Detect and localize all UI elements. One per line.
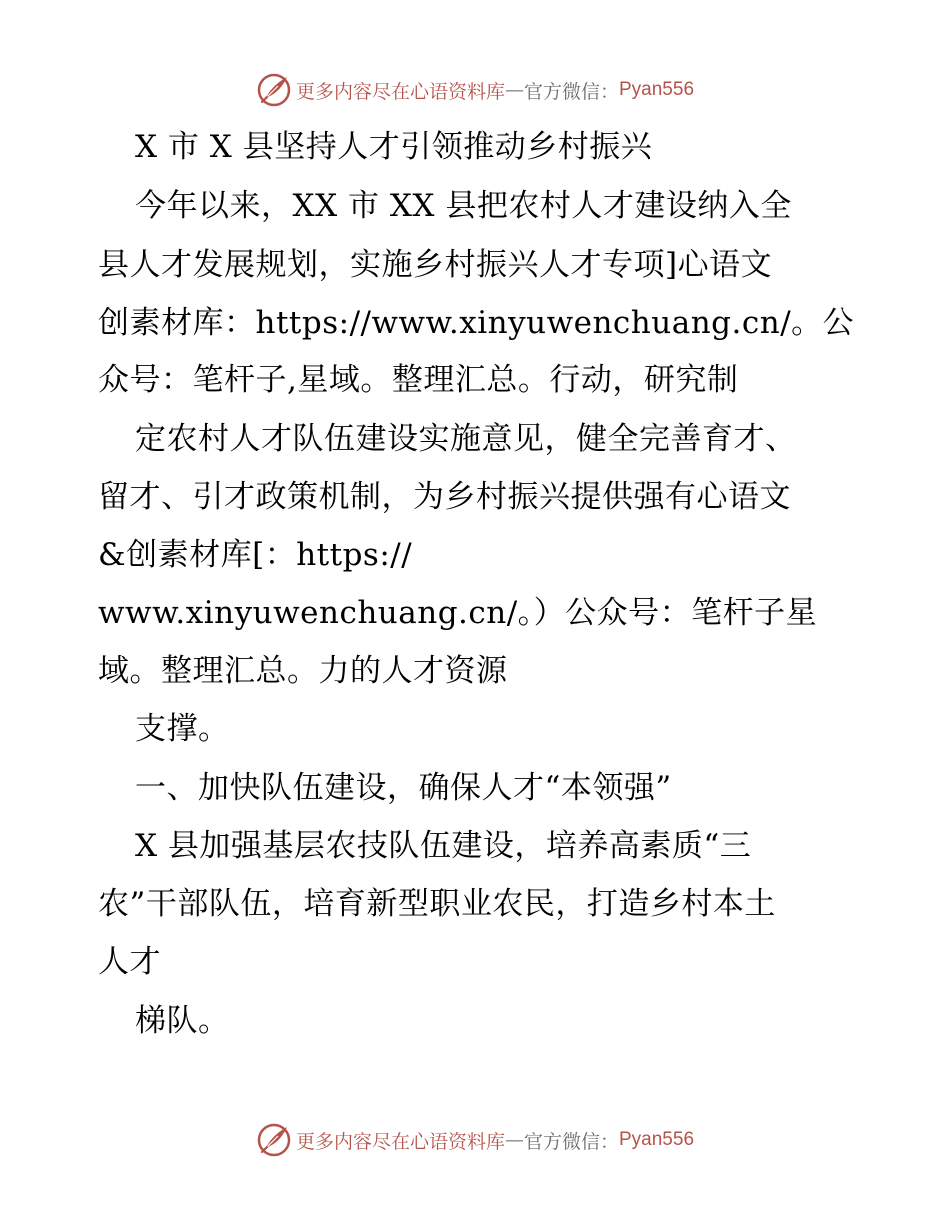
banner-wechat-id: Pyan556 bbox=[619, 79, 695, 100]
feather-pen-logo-icon bbox=[256, 72, 292, 108]
header-banner bbox=[0, 70, 950, 110]
paragraph-line: 梯队。 bbox=[135, 1003, 230, 1039]
paragraph-line: 众号：笔杆子,星域。整理汇总。行动，研究制 bbox=[98, 362, 739, 398]
paragraph-line: 支撑。 bbox=[135, 711, 230, 747]
feather-pen-logo-icon bbox=[256, 1122, 292, 1158]
paragraph-line: www.xinyuwenchuang.cn/。）公众号：笔杆子星 bbox=[98, 595, 818, 631]
banner-wechat-label: 官方微信： bbox=[523, 80, 619, 103]
paragraph-line: 留才、引才政策机制，为乡村振兴提供强有心语文 bbox=[98, 479, 791, 515]
section-heading: 一、加快队伍建设，确保人才“本领强” bbox=[135, 770, 672, 806]
document-title: X 市 X 县坚持人才引领推动乡村振兴 bbox=[135, 129, 653, 165]
paragraph-line: 人才 bbox=[98, 944, 161, 980]
banner-wechat-id: Pyan556 bbox=[619, 1129, 695, 1150]
banner-text: 更多内容尽在心语资料库 bbox=[295, 1130, 505, 1153]
paragraph-line: 农”干部队伍，培育新型职业农民，打造乡村本土 bbox=[98, 886, 776, 922]
banner-text: 更多内容尽在心语资料库 bbox=[295, 80, 505, 103]
paragraph-line: 定农村人才队伍建设实施意见，健全完善育才、 bbox=[135, 421, 797, 457]
banner-wechat-label: 官方微信： bbox=[523, 1130, 619, 1153]
paragraph-line: &创素材库[：https:// bbox=[98, 537, 413, 573]
paragraph-line: 县人才发展规划，实施乡村振兴人才专项]心语文 bbox=[98, 247, 773, 283]
paragraph-line: 域。整理汇总。力的人才资源 bbox=[98, 653, 508, 689]
paragraph-line: 创素材库：https://www.xinyuwenchuang.cn/。公 bbox=[98, 305, 855, 341]
paragraph-line: X 县加强基层农技队伍建设，培养高素质“三 bbox=[135, 828, 752, 864]
paragraph-line: 今年以来，XX 市 XX 县把农村人才建设纳入全 bbox=[135, 188, 792, 224]
banner-dash: — bbox=[504, 1129, 524, 1151]
banner-dash: — bbox=[504, 79, 524, 101]
footer-banner bbox=[0, 1120, 950, 1160]
